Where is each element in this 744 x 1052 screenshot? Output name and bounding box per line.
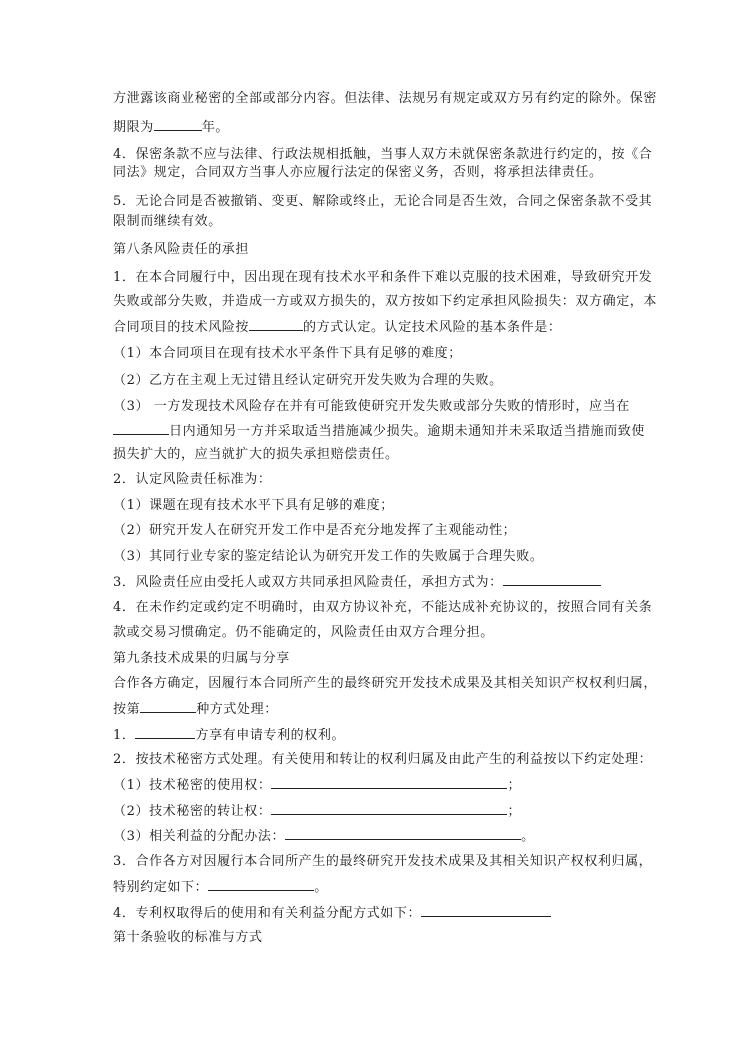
text-line: 1． 方享有申请专利的权利。 bbox=[113, 725, 345, 746]
fill-in-blank[interactable] bbox=[140, 699, 196, 713]
text-line: 同法》规定，合同双方当事人亦应履行法定的保密义务，否则，将承担法律责任。 bbox=[113, 165, 603, 180]
text-line: 合同项目的技术风险按 的方式认定。认定技术风险的基本条件是： bbox=[113, 317, 561, 338]
fill-in-blank[interactable] bbox=[113, 421, 169, 435]
fill-in-blank[interactable] bbox=[503, 572, 601, 586]
text-line: 4．在未作约定或约定不明确时，由双方协议补充，不能达成补充协议的，按照合同有关条 bbox=[113, 600, 653, 615]
text-line: 款或交易习惯确定。仍不能确定的，风险责任由双方合理分担。 bbox=[113, 625, 494, 640]
text-line: 4．专利权取得后的使用和有关利益分配方式如下： bbox=[113, 903, 551, 924]
text-line: 损失扩大的，应当就扩大的损失承担赔偿责任。 bbox=[113, 447, 399, 462]
text-line: 5．无论合同是否被撤销、变更、解除或终止，无论合同是否生效，合同之保密条款不受其 bbox=[113, 194, 653, 209]
text-line: 日内通知另一方并采取适当措施减少损失。逾期未通知并未采取适当措施而致使 bbox=[113, 421, 645, 442]
text-line: 2．认定风险责任标准为： bbox=[113, 472, 272, 487]
text-line: 3．合作各方对因履行本合同所产生的最终研究开发技术成果及其相关知识产权权利归属， bbox=[113, 854, 653, 869]
fill-in-blank[interactable] bbox=[285, 826, 521, 840]
fill-in-blank[interactable] bbox=[421, 903, 551, 917]
text-line: 失败或部分失败，并造成一方或双方损失的，双方按如下约定承担风险损失：双方确定，本 bbox=[113, 294, 658, 309]
text-line: （3）其同行业专家的鉴定结论认为研究开发工作的失败属于合理失败。 bbox=[113, 549, 544, 564]
fill-in-blank[interactable] bbox=[208, 877, 314, 891]
section-heading: 第十条验收的标准与方式 bbox=[113, 930, 263, 945]
text-line: 方泄露该商业秘密的全部或部分内容。但法律、法规另有规定或双方另有约定的除外。保密 bbox=[113, 91, 658, 106]
text-line: 4．保密条款不应与法律、行政法规相抵触，当事人双方未就保密条款进行约定的，按《合 bbox=[113, 147, 653, 162]
section-heading: 第九条技术成果的归属与分享 bbox=[113, 651, 290, 666]
text-line: 特别约定如下： 。 bbox=[113, 877, 328, 898]
fill-in-blank[interactable] bbox=[271, 801, 507, 815]
text-line: （3）相关利益的分配办法： 。 bbox=[113, 826, 535, 847]
text-line: （1）本合同项目在现有技术水平条件下具有足够的难度； bbox=[113, 346, 462, 361]
fill-in-blank[interactable] bbox=[135, 725, 195, 739]
text-line: （1）课题在现有技术水平下具有足够的难度； bbox=[113, 498, 394, 513]
text-line: 合作各方确定，因履行本合同所产生的最终研究开发技术成果及其相关知识产权权利归属， bbox=[113, 676, 658, 691]
section-heading: 第八条风险责任的承担 bbox=[113, 242, 250, 257]
text-line: （2）乙方在主观上无过错且经认定研究开发失败为合理的失败。 bbox=[113, 373, 503, 388]
text-line: （1）技术秘密的使用权： ； bbox=[113, 775, 521, 796]
text-line: （2）技术秘密的转让权： ； bbox=[113, 801, 521, 822]
text-line: （3） 一方发现技术风险存在并有可能致使研究开发失败或部分失败的情形时，应当在 bbox=[113, 399, 630, 414]
text-line: 2．按技术秘密方式处理。有关使用和转让的权利归属及由此产生的利益按以下约定处理： bbox=[113, 752, 653, 767]
text-line: 1．在本合同履行中，因出现在现有技术水平和条件下难以克服的技术困难，导致研究开发 bbox=[113, 270, 653, 285]
text-line: 期限为 年。 bbox=[113, 117, 229, 138]
text-line: （2）研究开发人在研究开发工作中是否充分地发挥了主观能动性； bbox=[113, 523, 517, 538]
fill-in-blank[interactable] bbox=[249, 317, 303, 331]
text-line: 按第 种方式处理： bbox=[113, 699, 278, 720]
fill-in-blank[interactable] bbox=[271, 775, 507, 789]
text-line: 限制而继续有效。 bbox=[113, 214, 222, 229]
fill-in-blank[interactable] bbox=[154, 117, 202, 131]
text-line: 3．风险责任应由受托人或双方共同承担风险责任，承担方式为： bbox=[113, 572, 601, 593]
